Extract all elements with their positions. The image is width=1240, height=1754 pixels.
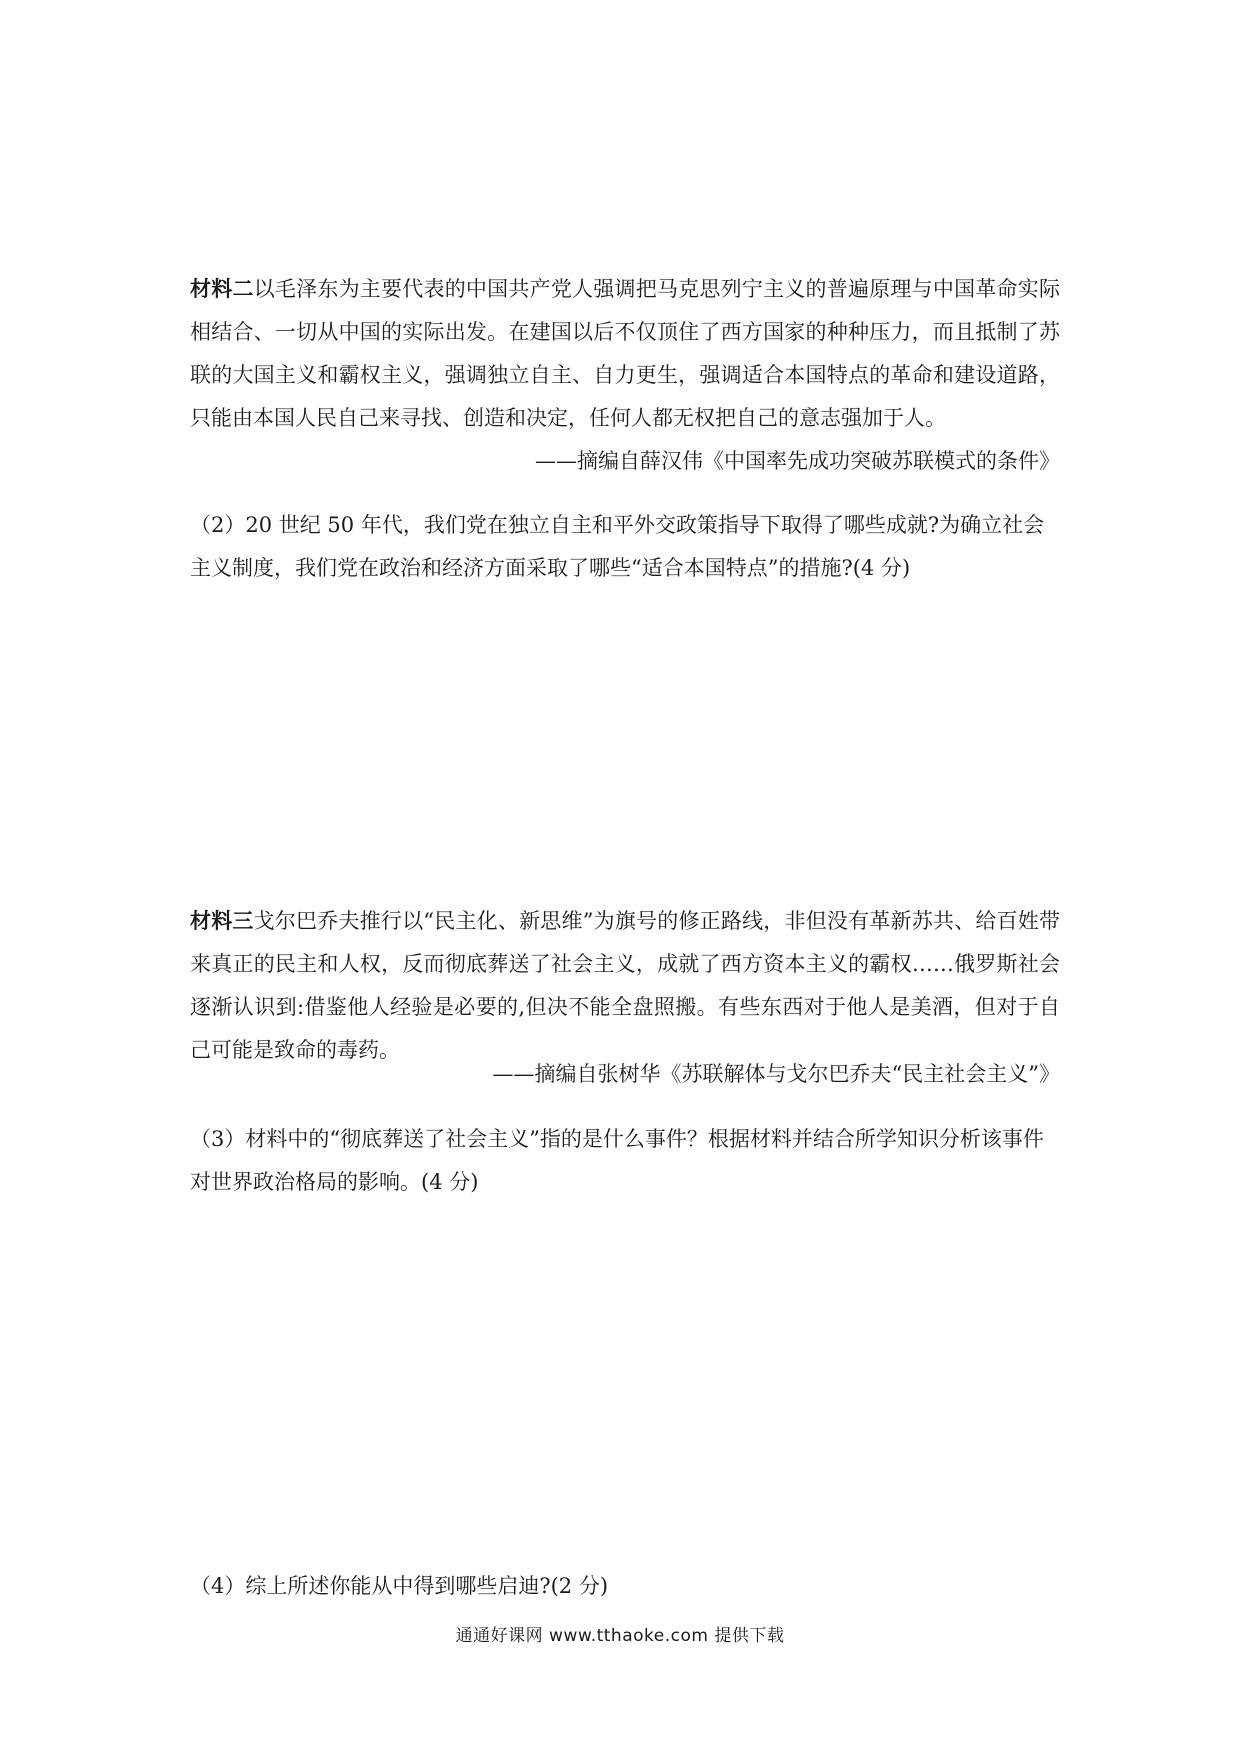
material-3-paragraph xyxy=(190,900,1060,1072)
material-2-source-block xyxy=(190,446,1060,476)
material-2-paragraph xyxy=(190,268,1060,440)
question-3-text: （3）材料中的“彻底葬送了社会主义”指的是什么事件？根据材料并结合所学知识分析该事件对世界政治格局的影响。(4 分) xyxy=(190,1127,1044,1194)
material-2-source: ——摘编自薛汉伟《中国率先成功突破苏联模式的条件》 xyxy=(535,449,1060,473)
footer-credit: 通通好课网 www.tthaoke.com 提供下载 xyxy=(455,1626,785,1646)
question-2 xyxy=(190,504,1060,590)
material-2-text: 以毛泽东为主要代表的中国共产党人强调把马克思列宁主义的普遍原理与中国革命实际相结合、一切从中国的实际出发。在建国以后不仅顶住了西方国家的种种压力，而且抵制了苏联的大国主义和霸权主义，强调独立自主、自力更生，强调适合本国特点的革命和建设道路，只能由本国人民自己来寻找、创造和决定，任何人都无权把自己的意志强加于人。 xyxy=(190,277,1061,430)
material-2 xyxy=(190,268,1060,440)
question-4-text: （4）综上所述你能从中得到哪些启迪?(2 分) xyxy=(190,1574,609,1598)
material-3-text: 戈尔巴乔夫推行以“民主化、新思维”为旗号的修正路线，非但没有革新苏共、给百姓带来真正的民主和人权，反而彻底葬送了社会主义，成就了西方资本主义的霸权……俄罗斯社会逐渐认识到:借鉴他人经验是必要的,但决不能全盘照搬。有些东西对于他人是美酒，但对于自己可能是致命的毒药。 xyxy=(190,909,1061,1062)
material-3-source-block xyxy=(190,1059,1060,1089)
material-3-source: ——摘编自张树华《苏联解体与戈尔巴乔夫“民主社会主义”》 xyxy=(492,1062,1060,1086)
material-2-label: 材料二 xyxy=(190,277,254,301)
question-3 xyxy=(190,1118,1060,1204)
material-3 xyxy=(190,900,1060,1072)
material-3-label: 材料三 xyxy=(190,909,254,933)
question-2-text: （2）20 世纪 50 年代，我们党在独立自主和平外交政策指导下取得了哪些成就?为确立社会主义制度，我们党在政治和经济方面采取了哪些“适合本国特点”的措施?(4 分) xyxy=(190,513,1045,580)
question-4 xyxy=(190,1565,1060,1608)
